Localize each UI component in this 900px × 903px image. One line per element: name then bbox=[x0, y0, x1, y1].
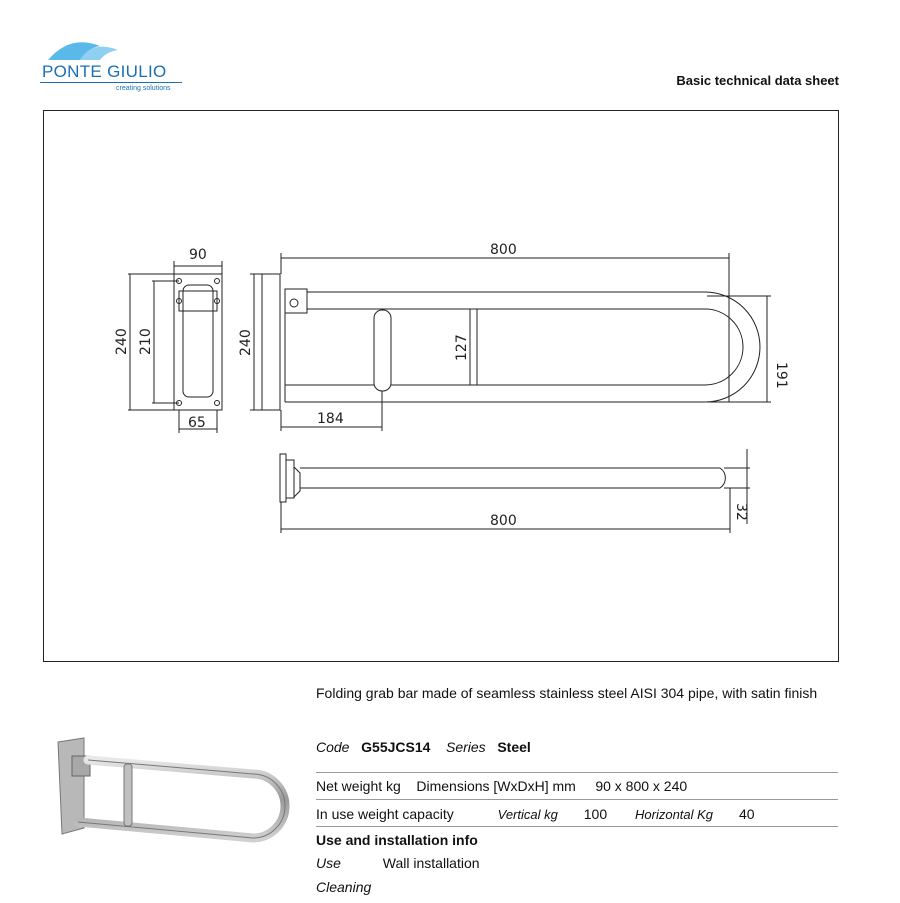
weight-dimensions-row bbox=[316, 778, 687, 794]
dim-top-length: 800 bbox=[490, 513, 517, 529]
dim-side-inner-height: 127 bbox=[454, 334, 470, 361]
net-weight-label: Net weight kg bbox=[316, 778, 401, 794]
document-title: Basic technical data sheet bbox=[676, 73, 839, 88]
series-value: Steel bbox=[497, 739, 531, 755]
product-photo bbox=[48, 720, 298, 850]
code-value: G55JCS14 bbox=[361, 739, 431, 755]
horizontal-label: Horizontal Kg bbox=[635, 807, 714, 822]
horizontal-value: 40 bbox=[738, 806, 755, 822]
grab-bar-illustration bbox=[48, 720, 298, 850]
technical-drawing bbox=[43, 110, 839, 662]
dim-front-hole-spacing: 210 bbox=[138, 328, 154, 355]
use-row bbox=[316, 855, 480, 871]
dim-top-pipe-diameter: 32 bbox=[733, 503, 749, 521]
product-description: Folding grab bar made of seamless stainless steel AISI 304 pipe, with satin finish bbox=[316, 685, 818, 701]
use-value: Wall installation bbox=[382, 855, 480, 871]
logo-rule bbox=[40, 82, 182, 83]
capacity-label: In use weight capacity bbox=[316, 806, 454, 822]
code-label: Code bbox=[316, 739, 350, 755]
vertical-value: 100 bbox=[583, 806, 608, 822]
brand-name: PONTE GIULIO bbox=[42, 62, 167, 81]
dimensions-label: Dimensions [WxDxH] mm bbox=[416, 778, 576, 794]
use-info-title: Use and installation info bbox=[316, 832, 478, 848]
divider bbox=[316, 772, 838, 773]
dim-side-height: 240 bbox=[238, 329, 254, 356]
dimensions-value: 90 x 800 x 240 bbox=[595, 778, 688, 794]
divider bbox=[316, 799, 838, 800]
dim-side-offset: 184 bbox=[317, 411, 344, 427]
side-view bbox=[250, 253, 771, 431]
dim-side-overall-height: 191 bbox=[773, 362, 789, 389]
divider bbox=[316, 826, 838, 827]
capacity-row bbox=[316, 806, 755, 822]
dim-side-length: 800 bbox=[490, 242, 517, 258]
dim-front-height: 240 bbox=[114, 328, 130, 355]
use-label: Use bbox=[316, 855, 341, 871]
vertical-label: Vertical kg bbox=[497, 807, 558, 822]
brand-tagline: creating solutions bbox=[116, 85, 171, 92]
dim-front-base-width: 65 bbox=[188, 415, 206, 431]
code-series-row bbox=[316, 739, 531, 755]
brand-logo bbox=[40, 36, 190, 98]
drawing-svg bbox=[44, 111, 840, 663]
cleaning-label: Cleaning bbox=[316, 879, 372, 895]
dim-front-width: 90 bbox=[189, 247, 207, 263]
series-label: Series bbox=[445, 739, 486, 755]
